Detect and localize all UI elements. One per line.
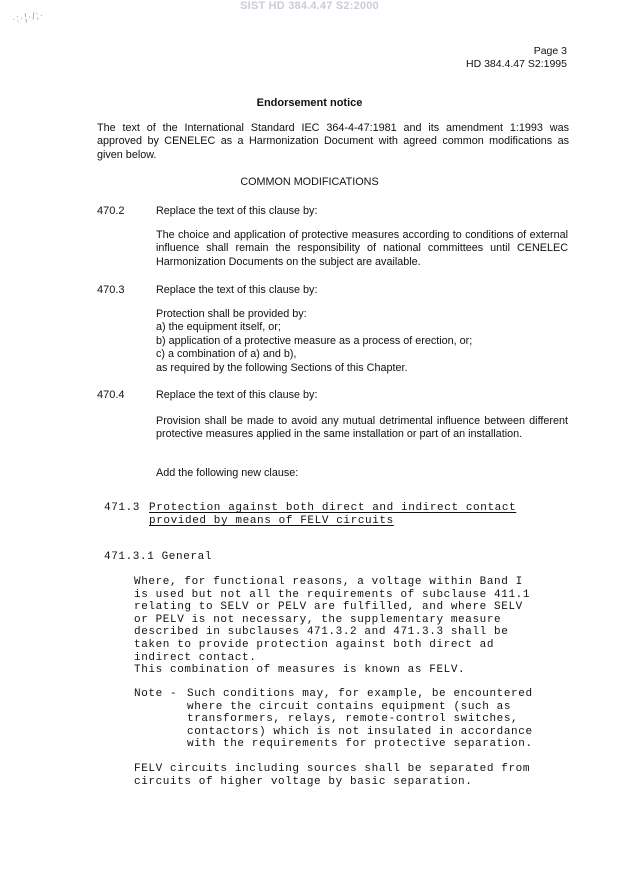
page-number: Page 3 <box>533 45 567 57</box>
text-line: FELV circuits including sources shall be separated from <box>134 763 531 775</box>
clause-470-2-text: The choice and application of protective measures according to conditions of external influence shall remain the responsibility of national committees until CENELEC Harmonization Documents on the subject are available. <box>156 229 568 268</box>
clause-number-470-3: 470.3 <box>97 284 125 296</box>
note-text <box>187 688 533 751</box>
text-line: Where, for functional reasons, a voltage within Band I <box>134 576 523 588</box>
clause-number-470-2: 470.2 <box>97 205 125 217</box>
text-line: transformers, relays, remote-control switches, <box>187 713 519 726</box>
clause-470-3-instruction: Replace the text of this clause by: <box>156 284 318 296</box>
text-line: or PELV is not necessary, the supplementary measure <box>134 613 502 626</box>
text-line: circuits of higher voltage by basic separation. <box>134 775 473 788</box>
list-item: a) the equipment itself, or; <box>156 321 281 334</box>
text-line: relating to SELV or PELV are fulfilled, and where SELV <box>134 601 523 614</box>
text-line: described in subclauses 471.3.2 and 471.3.3 shall be <box>134 626 509 639</box>
page-header <box>466 45 567 71</box>
clause-471-3-1-heading: 471.3.1 General <box>104 551 213 563</box>
clause-470-2-instruction: Replace the text of this clause by: <box>156 205 318 217</box>
text-line: is used but not all the requirements of subclause 411.1 <box>134 588 531 601</box>
handwritten-mark: ·:·¦·/;· <box>11 9 45 26</box>
text-line: with the requirements for protective separation. <box>187 738 533 751</box>
clause-470-4-text: Provision shall be made to avoid any mutual detrimental influence between different protective measures applied in the same installation or part of an installation. <box>156 415 568 441</box>
document-id: HD 384.4.47 S2:1995 <box>466 58 567 70</box>
list-item: as required by the following Sections of this Chapter. <box>156 361 408 374</box>
clause-471-3-heading-line-1: Protection against both direct and indirect contact <box>149 502 517 514</box>
common-modifications-heading: COMMON MODIFICATIONS <box>240 176 379 188</box>
text-line: This combination of measures is known as FELV. <box>134 664 466 677</box>
page-title: Endorsement notice <box>256 97 363 109</box>
clause-470-3-list <box>156 308 568 375</box>
felv-paragraph <box>134 763 530 788</box>
note-label: Note - <box>134 688 178 700</box>
list-item: Protection shall be provided by: <box>156 308 307 320</box>
clause-number-471-3: 471.3 <box>104 502 141 514</box>
text-line: where the circuit contains equipment (such as <box>187 700 512 713</box>
clause-number-470-4: 470.4 <box>97 389 125 401</box>
clause-471-3-heading-line-2: provided by means of FELV circuits <box>149 515 394 527</box>
list-item: c) a combination of a) and b), <box>156 348 297 361</box>
text-line: Such conditions may, for example, be encountered <box>187 688 533 700</box>
text-line: contactors) which is not insulated in accordance <box>187 725 533 738</box>
clause-470-4-instruction: Replace the text of this clause by: <box>156 389 318 401</box>
text-line: indirect contact. <box>134 651 257 664</box>
add-clause-instruction: Add the following new clause: <box>156 467 299 479</box>
intro-paragraph: The text of the International Standard IEC 364-4-47:1981 and its amendment 1:1993 was approved by CENELEC as a Harmonization Document with agreed common modifications as given below. <box>97 122 569 161</box>
general-paragraph <box>134 576 530 677</box>
watermark: SIST HD 384.4.47 S2:2000 <box>240 0 379 12</box>
list-item: b) application of a protective measure as a process of erection, or; <box>156 334 473 347</box>
text-line: taken to provide protection against both direct ad <box>134 638 495 651</box>
